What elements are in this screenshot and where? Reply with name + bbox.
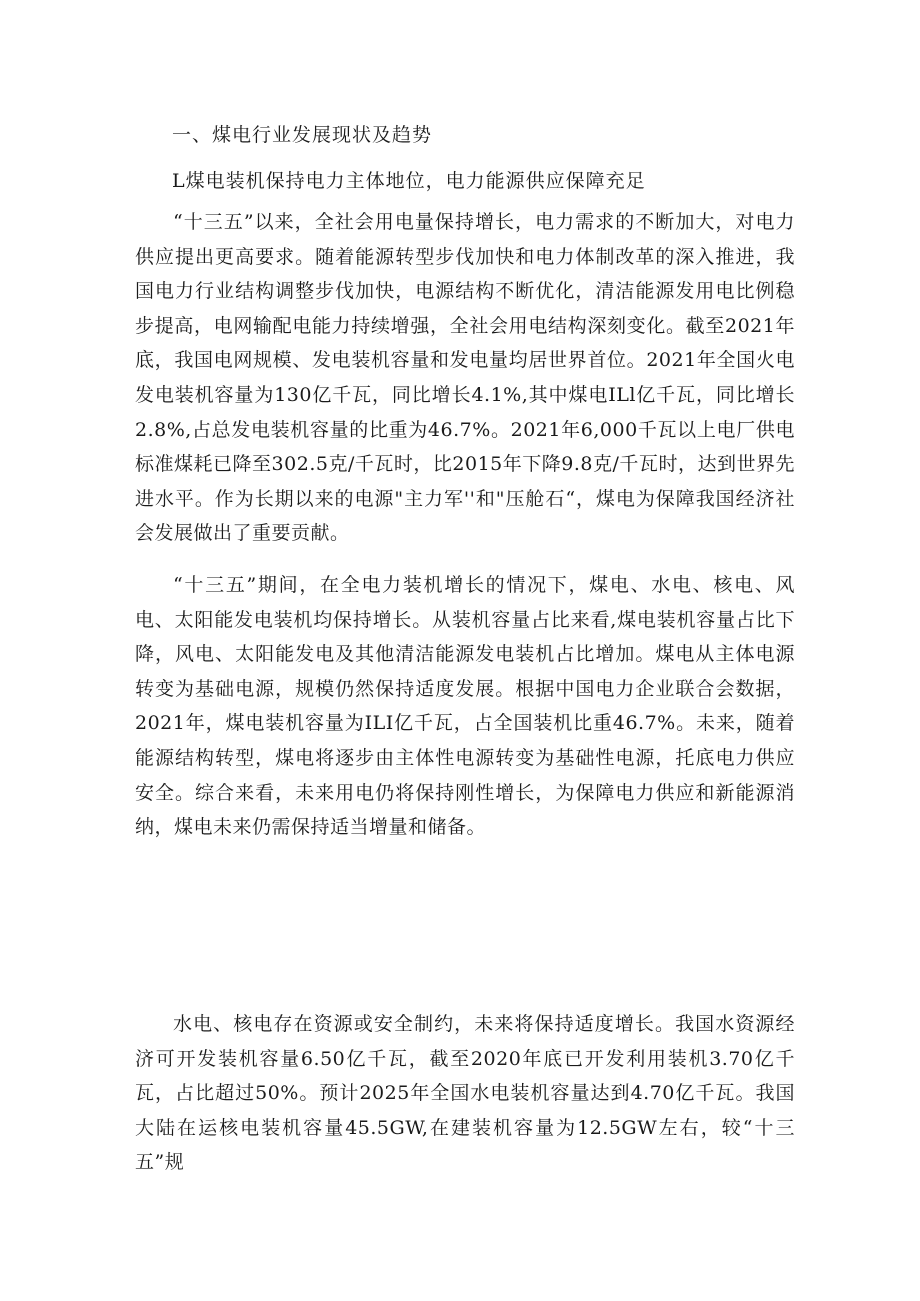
section-title: 一、煤电行业发展现状及趋势 <box>172 124 433 146</box>
paragraph-coal-status: “十三五”以来，全社会用电量保持增长，电力需求的不断加大，对电力供应提出更高要求。随着能源转型步伐加快和电力体制改革的深入推进，我国电力行业结构调整步伐加快，电源结构不断优化，清洁能源发用电比例稳步提高，电网输配电能力持续增强，全社会用电结构深刻变化。截至2021年底，我国电网规模、发电装机容量和发电量均居世界首位。2021年全国火电发电装机容量为130亿千瓦，同比增长4.1%,其中煤电ILl亿千瓦，同比增长2.8%,占总发电装机容量的比重为46.7%。2021年6,000千瓦以上电厂供电标准煤耗已降至302.5克/千瓦时，比2015年下降9.8克/千瓦时，达到世界先进水平。作为长期以来的电源"主力军''和"压舱石“，煤电为保障我国经济社会发展做出了重要贡献。 <box>135 211 795 545</box>
subsection-title: L煤电装机保持电力主体地位，电力能源供应保障充足 <box>172 170 646 192</box>
paragraph-thirteenth-five-year: “十三五”期间，在全电力装机增长的情况下，煤电、水电、核电、风电、太阳能发电装机均保持增长。从装机容量占比来看,煤电装机容量占比下降，风电、太阳能发电及其他清洁能源发电装机占比增加。煤电从主体电源转变为基础电源，规模仍然保持适度发展。根据中国电力企业联合会数据，2021年，煤电装机容量为ILI亿千瓦，占全国装机比重46.7%。未来，随着能源结构转型，煤电将逐步由主体性电源转变为基础性电源，托底电力供应安全。综合来看，未来用电仍将保持刚性增长，为保障电力供应和新能源消纳，煤电未来仍需保持适当增量和储备。 <box>135 574 795 839</box>
paragraph-hydro-nuclear: 水电、核电存在资源或安全制约，未来将保持适度增长。我国水资源经济可开发装机容量6.50亿千瓦，截至2020年底已开发利用装机3.70亿千瓦，占比超过50%。预计2025年全国水电装机容量达到4.70亿千瓦。我国大陆在运核电装机容量45.5GW,在建装机容量为12.5GW左右，较“十三五”规 <box>135 1013 795 1174</box>
